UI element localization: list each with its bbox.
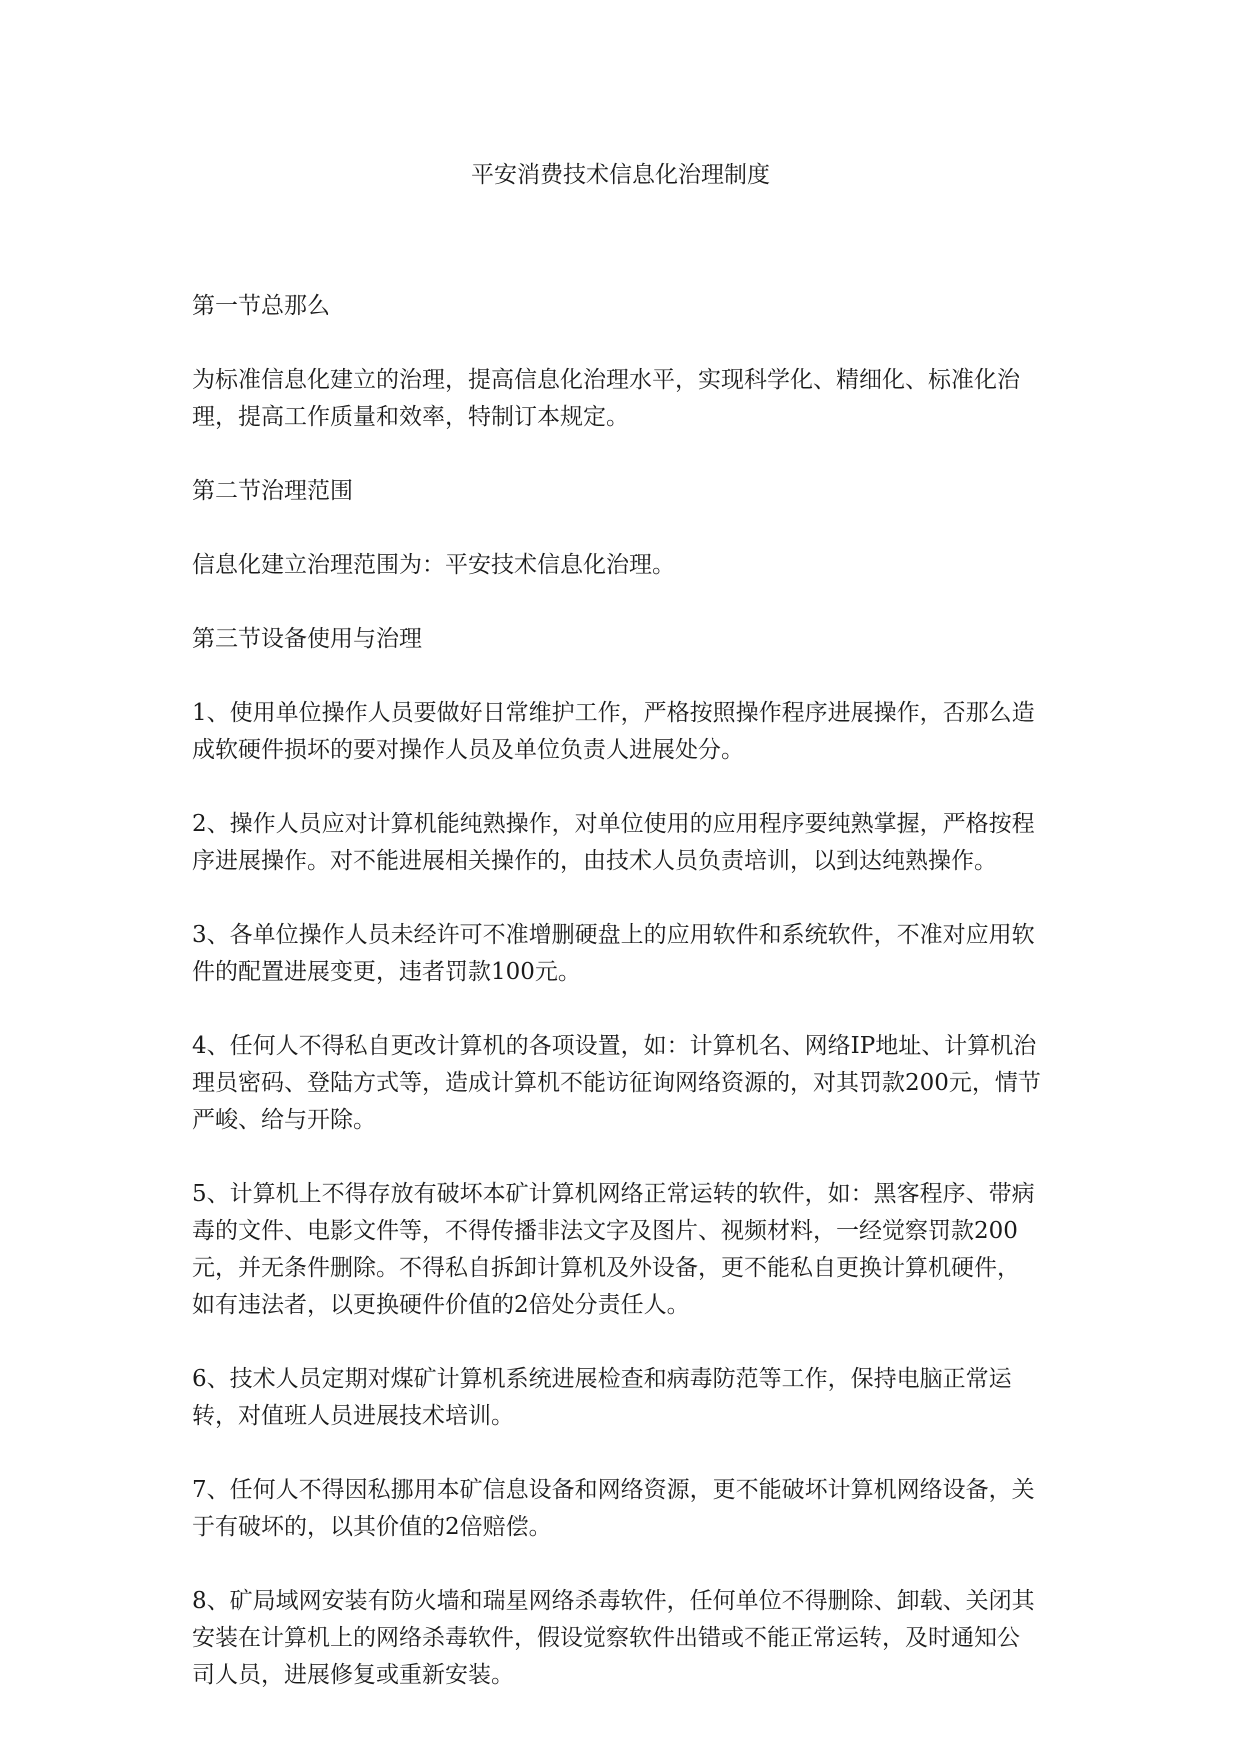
- section-heading-3: 第三节设备使用与治理: [192, 626, 422, 652]
- section-heading-1: 第一节总那么: [192, 293, 330, 319]
- paragraph-scope: 信息化建立治理范围为：平安技术信息化治理。: [192, 552, 675, 578]
- rule-item-6: 6、技术人员定期对煤矿计算机系统进展检查和病毒防范等工作，保持电脑正常运转，对值班人员进展技术培训。: [192, 1366, 1012, 1429]
- rule-item-2: 2、操作人员应对计算机能纯熟操作，对单位使用的应用程序要纯熟掌握，严格按程序进展操作。对不能进展相关操作的，由技术人员负责培训，以到达纯熟操作。: [192, 811, 1035, 874]
- rule-item-4: 4、任何人不得私自更改计算机的各项设置，如：计算机名、网络IP地址、计算机治理员密码、登陆方式等，造成计算机不能访征询网络资源的，对其罚款200元，情节严峻、给与开除。: [192, 1033, 1041, 1133]
- rule-item-8: 8、矿局域网安装有防火墙和瑞星网络杀毒软件，任何单位不得删除、卸载、关闭其安装在计算机上的网络杀毒软件，假设觉察软件出错或不能正常运转，及时通知公司人员，进展修复或重新安装。: [192, 1588, 1035, 1688]
- section-heading-2: 第二节治理范围: [192, 478, 353, 504]
- rule-item-7: 7、任何人不得因私挪用本矿信息设备和网络资源，更不能破坏计算机网络设备，关于有破坏的，以其价值的2倍赔偿。: [192, 1477, 1035, 1540]
- document-body: [192, 288, 1042, 1731]
- rule-item-1: 1、使用单位操作人员要做好日常维护工作，严格按照操作程序进展操作，否那么造成软硬件损坏的要对操作人员及单位负责人进展处分。: [192, 700, 1035, 763]
- rule-item-3: 3、各单位操作人员未经许可不准增删硬盘上的应用软件和系统软件，不准对应用软件的配置进展变更，违者罚款100元。: [192, 922, 1035, 985]
- document-title: 平安消费技术信息化治理制度: [471, 162, 770, 188]
- paragraph-purpose: 为标准信息化建立的治理，提高信息化治理水平，实现科学化、精细化、标准化治理，提高工作质量和效率，特制订本规定。: [192, 367, 1020, 430]
- rule-item-5: 5、计算机上不得存放有破坏本矿计算机网络正常运转的软件，如：黑客程序、带病毒的文件、电影文件等，不得传播非法文字及图片、视频材料，一经觉察罚款200元，并无条件删除。不得私自拆卸计算机及外设备，更不能私自更换计算机硬件，如有违法者，以更换硬件价值的2倍处分责任人。: [192, 1181, 1035, 1318]
